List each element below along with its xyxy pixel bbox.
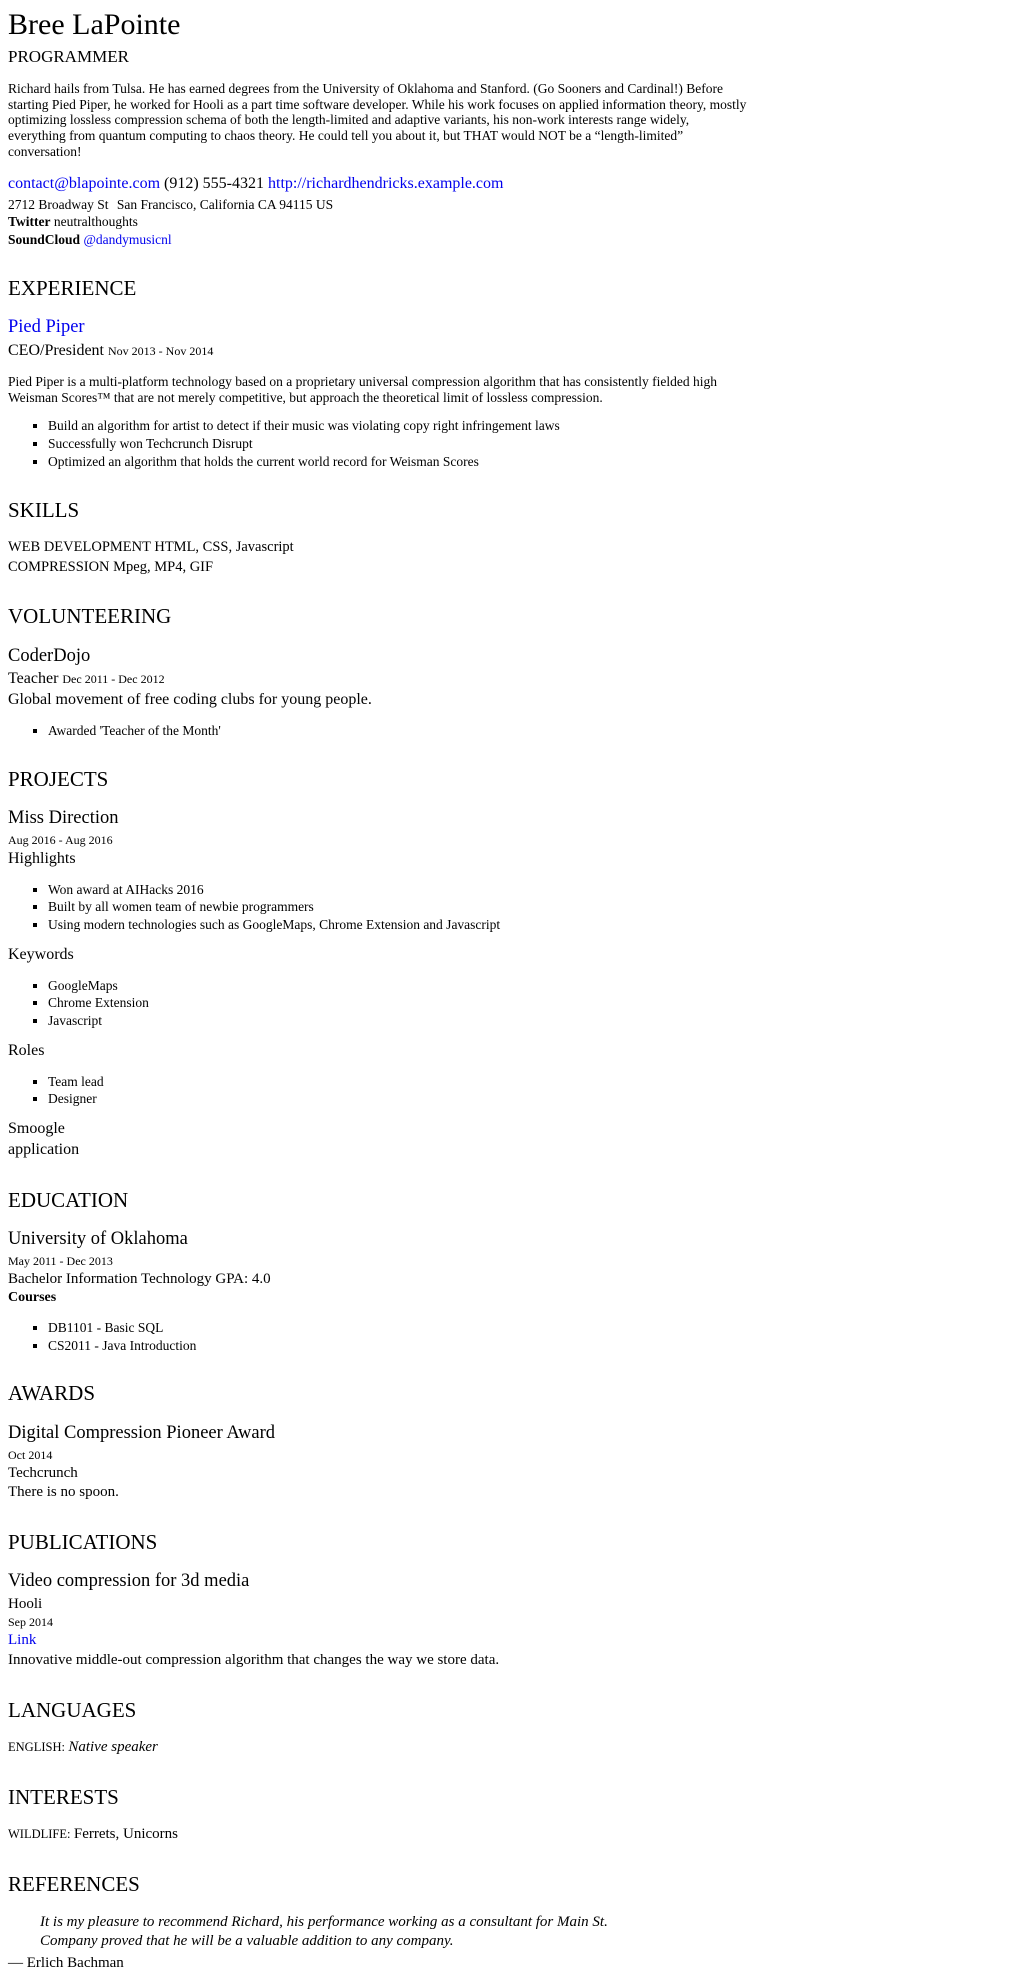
volunteer-position: Teacher — [8, 670, 59, 688]
address-rest: San Francisco, California CA 94115 US — [116, 196, 334, 212]
volunteer-item — [8, 646, 748, 739]
address-street: 2712 Broadway St — [8, 196, 109, 212]
experience-highlights — [8, 418, 748, 469]
list-item: ▪ Using modern technologies such as GoogleMaps, Chrome Extension and Javascript — [48, 917, 748, 933]
award-awarder: Techcrunch — [8, 1464, 78, 1481]
list-item: ▪ CS2011 - Java Introduction — [48, 1338, 748, 1354]
list-item: ▪ Optimized an algorithm that holds the current world record for Weisman Scores — [48, 454, 748, 470]
skill-keywords: Mpeg, MP4, GIF — [113, 559, 214, 576]
list-item: ▪ Designer — [48, 1091, 748, 1107]
list-item: ▪ GoogleMaps — [48, 978, 748, 994]
publication-item — [8, 1571, 748, 1669]
language-fluency: Native speaker — [68, 1739, 158, 1756]
section-heading-skills: SKILLS — [8, 497, 80, 522]
resume-summary: Richard hails from Tulsa. He has earned degrees from the University of Oklahoma and Stanford. (Go Sooners and Cardinal!) Before starting Pied Piper, he worked for Hooli as a part time software developer. While his work focuses on applied information theory, mostly optimizing lossless compression schema of both the length-limited and adaptive variants, his non-work interests range widely, everything from quantum computing to chaos theory. He could tell you about it, but THAT would NOT be a “length-limited” conversation! — [8, 80, 747, 159]
position-title: CEO/President — [8, 342, 104, 360]
section-heading-education: EDUCATION — [8, 1187, 129, 1212]
skill-line — [8, 539, 748, 556]
publication-summary: Innovative middle-out compression algorithm that changes the way we store data. — [8, 1652, 500, 1669]
section-heading-references: REFERENCES — [8, 1871, 140, 1896]
soundcloud-label: SoundCloud — [8, 232, 81, 248]
phone-number: (912) 555-4321 — [164, 174, 264, 192]
publication-link[interactable]: Link — [8, 1632, 37, 1649]
profile-soundcloud — [8, 232, 748, 248]
list-item: ▪ Built by all women team of newbie programmers — [48, 899, 748, 915]
publication-link-line — [8, 1632, 748, 1650]
skill-line — [8, 559, 748, 576]
position-line — [8, 342, 748, 361]
section-heading-awards: AWARDS — [8, 1381, 95, 1406]
volunteer-highlights — [8, 723, 748, 739]
award-item — [8, 1423, 748, 1502]
section-heading-projects: PROJECTS — [8, 766, 109, 791]
list-item: ▪ Awarded 'Teacher of the Month' — [48, 723, 748, 739]
position-dates: Nov 2013 - Nov 2014 — [108, 344, 214, 359]
email-link[interactable]: contact@blapointe.com — [8, 174, 161, 192]
language-name: ENGLISH: — [8, 1740, 65, 1755]
publication-date: Sep 2014 — [8, 1615, 53, 1630]
list-item: ▪ Build an algorithm for artist to detect if their music was violating copy right infringement laws — [48, 418, 748, 434]
resume-label: PROGRAMMER — [8, 47, 129, 66]
skill-name: COMPRESSION — [8, 559, 110, 576]
list-item: ▪ Javascript — [48, 1013, 748, 1029]
reference-attribution: — Erlich Bachman — [8, 1954, 124, 1971]
company-name-line — [8, 317, 748, 339]
twitter-label: Twitter — [8, 214, 51, 230]
contact-line — [8, 175, 748, 194]
project-keywords — [8, 978, 748, 1029]
list-item: ▪ Chrome Extension — [48, 995, 748, 1011]
award-summary: There is no spoon. — [8, 1484, 119, 1501]
volunteer-position-line — [8, 670, 748, 689]
resume-name: Bree LaPointe — [8, 8, 181, 41]
project-description-secondary: application — [8, 1140, 80, 1158]
soundcloud-link[interactable]: @dandymusicnl — [83, 232, 172, 248]
twitter-username: neutralthoughts — [53, 214, 138, 230]
section-heading-publications: PUBLICATIONS — [8, 1529, 158, 1554]
address-line — [8, 197, 748, 213]
experience-item — [8, 317, 748, 469]
institution-name: University of Oklahoma — [8, 1229, 188, 1250]
skill-keywords: HTML, CSS, Javascript — [154, 539, 294, 556]
award-date: Oct 2014 — [8, 1447, 53, 1462]
website-link[interactable]: http://richardhendricks.example.com — [268, 174, 504, 192]
project-roles-label: Roles — [8, 1041, 45, 1059]
section-heading-volunteering: VOLUNTEERING — [8, 604, 172, 629]
section-heading-languages: LANGUAGES — [8, 1697, 137, 1722]
interest-name: WILDLIFE: — [8, 1827, 71, 1842]
award-title: Digital Compression Pioneer Award — [8, 1422, 276, 1443]
interest-keywords: Ferrets, Unicorns — [73, 1826, 179, 1843]
project-dates: Aug 2016 - Aug 2016 — [8, 832, 113, 847]
profile-twitter — [8, 214, 748, 230]
project-roles — [8, 1074, 748, 1108]
section-heading-interests: INTERESTS — [8, 1784, 119, 1809]
list-item: ▪ DB1101 - Basic SQL — [48, 1320, 748, 1336]
education-item — [8, 1229, 748, 1353]
project-name: Miss Direction — [8, 808, 119, 829]
project-name-secondary: Smoogle — [8, 1120, 65, 1138]
publication-publisher: Hooli — [8, 1595, 43, 1612]
list-item: ▪ Successfully won Techcrunch Disrupt — [48, 436, 748, 452]
language-line — [8, 1739, 748, 1757]
section-heading-experience: EXPERIENCE — [8, 275, 137, 300]
project-item — [8, 808, 748, 1160]
volunteer-dates: Dec 2011 - Dec 2012 — [62, 672, 165, 687]
courses-list — [8, 1320, 748, 1354]
project-highlights-label: Highlights — [8, 849, 76, 867]
volunteer-summary: Global movement of free coding clubs for young people. — [8, 691, 372, 709]
skill-name: WEB DEVELOPMENT — [8, 539, 151, 556]
courses-label: Courses — [8, 1290, 57, 1306]
experience-description: Pied Piper is a multi-platform technology based on a proprietary universal compression algorithm that has consistently fielded high Weisman Scores™ that are not merely competitive, but approach the theoretical limit of lossless compression. — [8, 373, 717, 405]
degree-line: Bachelor Information Technology GPA: 4.0 — [8, 1270, 271, 1287]
list-item: ▪ Won award at AIHacks 2016 — [48, 882, 748, 898]
list-item: ▪ Team lead — [48, 1074, 748, 1090]
publication-name: Video compression for 3d media — [8, 1571, 250, 1592]
interest-line — [8, 1826, 748, 1844]
project-highlights — [8, 882, 748, 933]
project-keywords-label: Keywords — [8, 945, 74, 963]
education-dates: May 2011 - Dec 2013 — [8, 1253, 113, 1268]
resume-page — [8, 8, 748, 1972]
company-link[interactable]: Pied Piper — [8, 317, 85, 338]
reference-quote: It is my pleasure to recommend Richard, his performance working as a consultant for Main St. Company proved that he will be a valuable addition to any company. — [40, 1914, 608, 1950]
organization-name: CoderDojo — [8, 645, 91, 666]
